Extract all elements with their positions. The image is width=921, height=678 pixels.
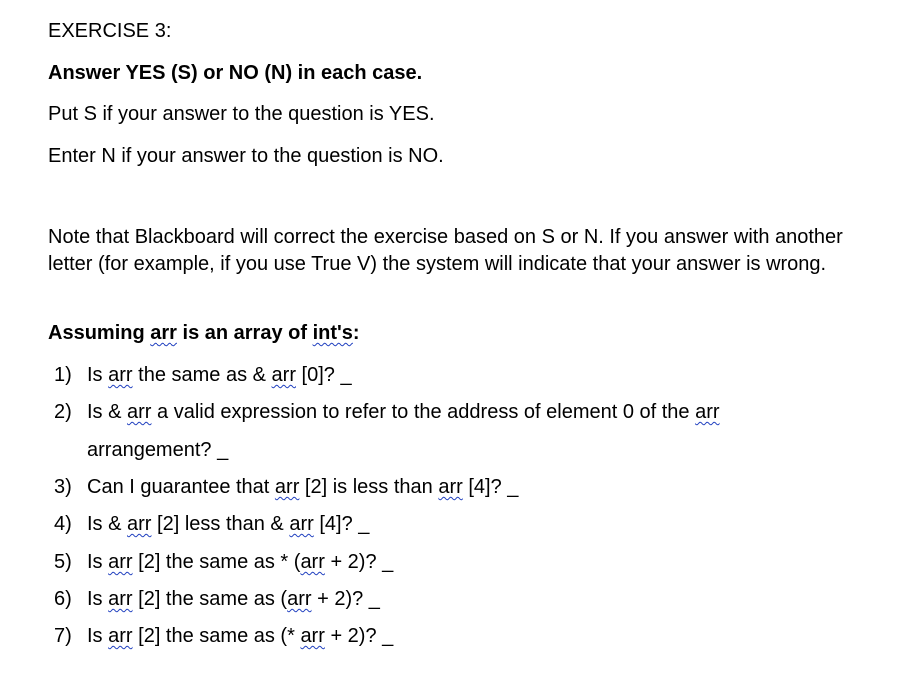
question-text	[87, 550, 393, 574]
assumption-middle: is an array of	[176, 322, 313, 344]
instruction-no: Enter N if your answer to the question is NO.	[48, 145, 444, 167]
question-text	[87, 363, 352, 387]
question-text	[87, 624, 393, 648]
exercise-title: EXERCISE 3:	[48, 20, 172, 42]
instruction-heading: Answer YES (S) or NO (N) in each case.	[48, 62, 423, 84]
assumption-suffix: :	[352, 322, 360, 344]
text-segment: Is	[87, 625, 109, 647]
arr-term: arr	[438, 476, 463, 498]
instruction-yes: Put S if your answer to the question is YES.	[48, 103, 435, 125]
arr-term: arr	[108, 625, 133, 647]
text-segment: [4]? _	[462, 476, 519, 498]
question-text	[87, 587, 380, 611]
text-segment: [4]? _	[313, 513, 370, 535]
text-segment: [2] the same as * (	[132, 551, 301, 573]
text-segment: the same as &	[132, 364, 272, 386]
assumption-ints: int's	[312, 322, 353, 344]
note-paragraph: Note that Blackboard will correct the exercise based on S or N. If you answer with another letter (for example, if you use True V) the system will indicate that your answer is wrong.	[48, 226, 843, 275]
text-segment: + 2)? _	[311, 588, 380, 610]
arr-term: arr	[127, 401, 152, 423]
question-text	[87, 475, 518, 499]
text-segment: Is	[87, 364, 109, 386]
text-segment: Is	[87, 551, 109, 573]
text-segment: Is	[87, 588, 109, 610]
question-text	[87, 400, 720, 424]
arr-term: arr	[300, 551, 325, 573]
text-segment: [2] less than &	[151, 513, 290, 535]
arr-term: arr	[108, 551, 133, 573]
question-number: 2)	[54, 401, 72, 423]
question-number: 5)	[54, 551, 72, 573]
text-segment: + 2)? _	[324, 625, 394, 647]
text-segment: [0]? _	[296, 364, 352, 386]
text-segment: [2] the same as (	[132, 588, 288, 610]
arr-term: arr	[274, 476, 300, 498]
text-segment: + 2)? _	[324, 551, 394, 573]
text-segment: a valid expression to refer to the address of element 0 of the	[151, 401, 696, 423]
arr-term: arr	[695, 401, 720, 423]
question-number: 7)	[54, 625, 72, 647]
arr-term: arr	[287, 588, 312, 610]
arr-term: arr	[271, 364, 296, 386]
text-segment: Can I guarantee that	[87, 476, 275, 498]
arr-term: arr	[289, 513, 314, 535]
question-number: 4)	[54, 513, 72, 535]
question-text	[87, 512, 369, 536]
assumption-heading	[48, 321, 360, 345]
assumption-arr: arr	[150, 322, 177, 344]
assumption-prefix: Assuming	[48, 322, 151, 344]
arr-term: arr	[127, 513, 152, 535]
text-segment: Is &	[87, 513, 128, 535]
text-segment: [2] is less than	[299, 476, 439, 498]
question-number: 1)	[54, 364, 72, 386]
arr-term: arr	[108, 364, 133, 386]
question-number: 3)	[54, 476, 72, 498]
text-segment: [2] the same as (*	[132, 625, 301, 647]
arr-term: arr	[300, 625, 325, 647]
arr-term: arr	[108, 588, 133, 610]
text-segment: Is &	[87, 401, 128, 423]
question-continuation: arrangement? _	[87, 439, 229, 461]
question-number: 6)	[54, 588, 72, 610]
